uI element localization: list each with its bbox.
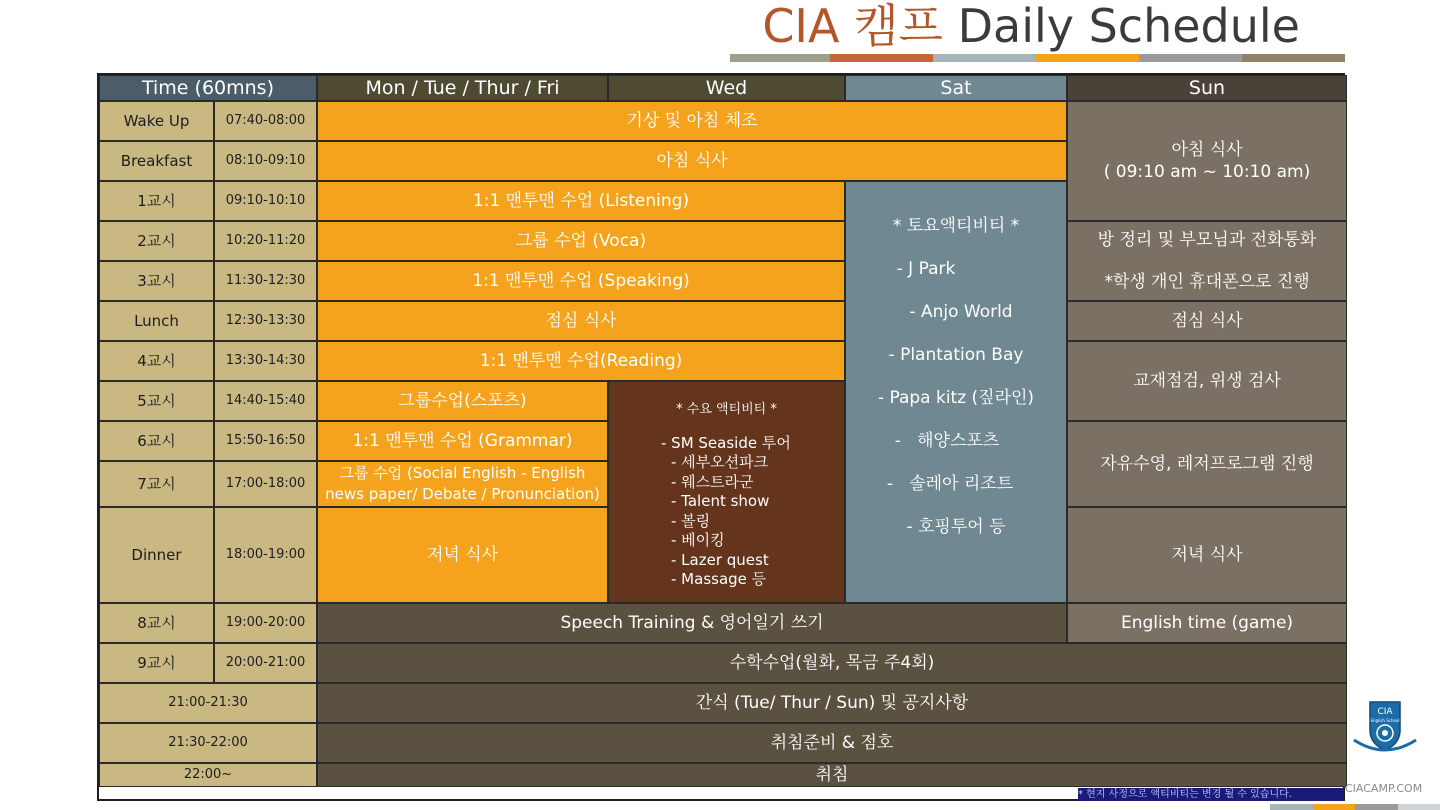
wed-activity-item: - 세부오션파크 (671, 453, 769, 471)
row-time: 19:00-20:00 (214, 603, 317, 643)
bottom-bar-segment (1355, 804, 1398, 810)
wed-activity-item: - 웨스트라군 (671, 472, 754, 491)
cell-period-2: 그룹 수업 (Voca) (317, 221, 845, 261)
cell-breakfast: 아침 식사 (317, 141, 1067, 181)
row-label: 2교시 (99, 221, 214, 261)
sun-lunch: 점심 식사 (1067, 301, 1347, 341)
cell-period-9: 수학수업(월화, 목금 주4회) (317, 643, 1347, 683)
site-url: CIACAMP.COM (1345, 782, 1423, 795)
schedule-table (97, 73, 1345, 801)
color-bar-segment (1242, 54, 1345, 62)
row-time: 14:40-15:40 (214, 381, 317, 421)
color-bar-segment (830, 54, 933, 62)
row-time: 18:00-19:00 (214, 507, 317, 603)
decorative-bottom-bar (1270, 804, 1440, 810)
header-sun: Sun (1067, 75, 1347, 101)
cell-sleep: 취침 (317, 763, 1347, 787)
sat-activity-item: - Plantation Bay (888, 345, 1024, 365)
sat-activity-block (845, 181, 1067, 603)
row-label: 6교시 (99, 421, 214, 461)
logo-subtitle: English School (1370, 718, 1400, 723)
wed-activity-item: - 볼링 (671, 511, 711, 530)
row-label: Dinner (99, 507, 214, 603)
header-sat: Sat (845, 75, 1067, 101)
row-time: 17:00-18:00 (214, 461, 317, 507)
footnote: * 현지 사정으로 액티비티는 변경 될 수 있습니다. (1078, 788, 1344, 801)
cell-period-8: Speech Training & 영어일기 쓰기 (317, 603, 1067, 643)
cell-bedtime-prep: 취침준비 & 점호 (317, 723, 1347, 763)
wed-activity-item: - 베이킹 (671, 531, 725, 549)
sat-activity-item: - 솔레아 리조트 (886, 474, 1014, 494)
wed-activity-item: - Talent show (671, 492, 770, 510)
cell-wake-up: 기상 및 아침 체조 (317, 101, 1067, 141)
sun-free-time: 자유수영, 레저프로그램 진행 (1067, 421, 1347, 507)
school-logo-icon (1350, 700, 1420, 762)
color-bar-segment (933, 54, 1036, 62)
row-time: 11:30-12:30 (214, 261, 317, 301)
row-time: 20:00-21:00 (214, 643, 317, 683)
sun-english-time: English time (game) (1067, 603, 1347, 643)
row-label: 4교시 (99, 341, 214, 381)
color-bar-segment (1139, 54, 1242, 62)
sat-activity-title: * 토요액티비티 * (892, 216, 1020, 236)
bottom-bar-segment (1398, 804, 1440, 810)
row-label: 3교시 (99, 261, 214, 301)
row-time: 13:30-14:30 (214, 341, 317, 381)
row-time: 12:30-13:30 (214, 301, 317, 341)
sun-dinner: 저녁 식사 (1067, 507, 1347, 603)
header-wed: Wed (608, 75, 845, 101)
cell-dinner: 저녁 식사 (317, 507, 608, 603)
color-bar-segment (1036, 54, 1139, 62)
sun-breakfast (1067, 101, 1347, 221)
row-time: 21:30-22:00 (99, 723, 317, 763)
row-time: 07:40-08:00 (214, 101, 317, 141)
cell-period-3: 1:1 맨투맨 수업 (Speaking) (317, 261, 845, 301)
sun-check: 교재점검, 위생 검사 (1067, 341, 1347, 421)
sun-breakfast-label: 아침 식사 (1171, 140, 1243, 160)
row-label: Wake Up (99, 101, 214, 141)
row-label: Lunch (99, 301, 214, 341)
header-mon-tue-thu-fri: Mon / Tue / Thur / Fri (317, 75, 608, 101)
sun-room-label: 방 정리 및 부모님과 전화통화 (1097, 230, 1317, 250)
cell-period-6: 1:1 맨투맨 수업 (Grammar) (317, 421, 608, 461)
header-time: Time (60mns) (99, 75, 317, 101)
row-time: 09:10-10:10 (214, 181, 317, 221)
row-label: 9교시 (99, 643, 214, 683)
row-label: 7교시 (99, 461, 214, 507)
logo-name: CIA (1377, 707, 1393, 717)
sun-room-cleanup (1067, 221, 1347, 301)
sat-activity-item: - Papa kitz (짚라인) (877, 388, 1035, 408)
row-label: 1교시 (99, 181, 214, 221)
row-time: 22:00~ (99, 763, 317, 787)
cell-snack: 간식 (Tue/ Thur / Sun) 및 공지사항 (317, 683, 1347, 723)
bottom-bar-segment (1270, 804, 1313, 810)
page-title: CIA 캠프 Daily Schedule (762, 0, 1300, 53)
sat-activity-item: - Anjo World (909, 302, 1013, 322)
row-label: Breakfast (99, 141, 214, 181)
row-label: 8교시 (99, 603, 214, 643)
cell-period-7: 그룹 수업 (Social English - English news paper/ Debate / Pronunciation) (317, 461, 608, 507)
wed-activity-block (608, 381, 845, 603)
wed-activity-item: - Lazer quest (671, 550, 769, 569)
cell-period-5: 그룹수업(스포츠) (317, 381, 608, 421)
row-time: 21:00-21:30 (99, 683, 317, 723)
cell-period-4: 1:1 맨투맨 수업(Reading) (317, 341, 845, 381)
color-bar-segment (730, 54, 830, 62)
row-label: 5교시 (99, 381, 214, 421)
sat-activity-item: - J Park (896, 259, 956, 279)
row-time: 15:50-16:50 (214, 421, 317, 461)
bottom-bar-segment (1313, 804, 1356, 810)
cell-lunch: 점심 식사 (317, 301, 845, 341)
row-time: 08:10-09:10 (214, 141, 317, 181)
sat-activity-item: - 호핑투어 등 (906, 517, 1006, 537)
row-time: 10:20-11:20 (214, 221, 317, 261)
wed-activity-item: - SM Seaside 투어 (661, 433, 791, 452)
cell-period-1: 1:1 맨투맨 수업 (Listening) (317, 181, 845, 221)
sun-phone-note: *학생 개인 휴대폰으로 진행 (1104, 272, 1310, 292)
wed-activity-title: * 수요 액티비티 * (676, 402, 777, 417)
sat-activity-item: - 해양스포츠 (894, 431, 1000, 451)
decorative-color-bar (730, 54, 1345, 62)
sun-breakfast-time: ( 09:10 am ~ 10:10 am) (1103, 162, 1311, 182)
wed-activity-item: - Massage 등 (671, 570, 767, 588)
